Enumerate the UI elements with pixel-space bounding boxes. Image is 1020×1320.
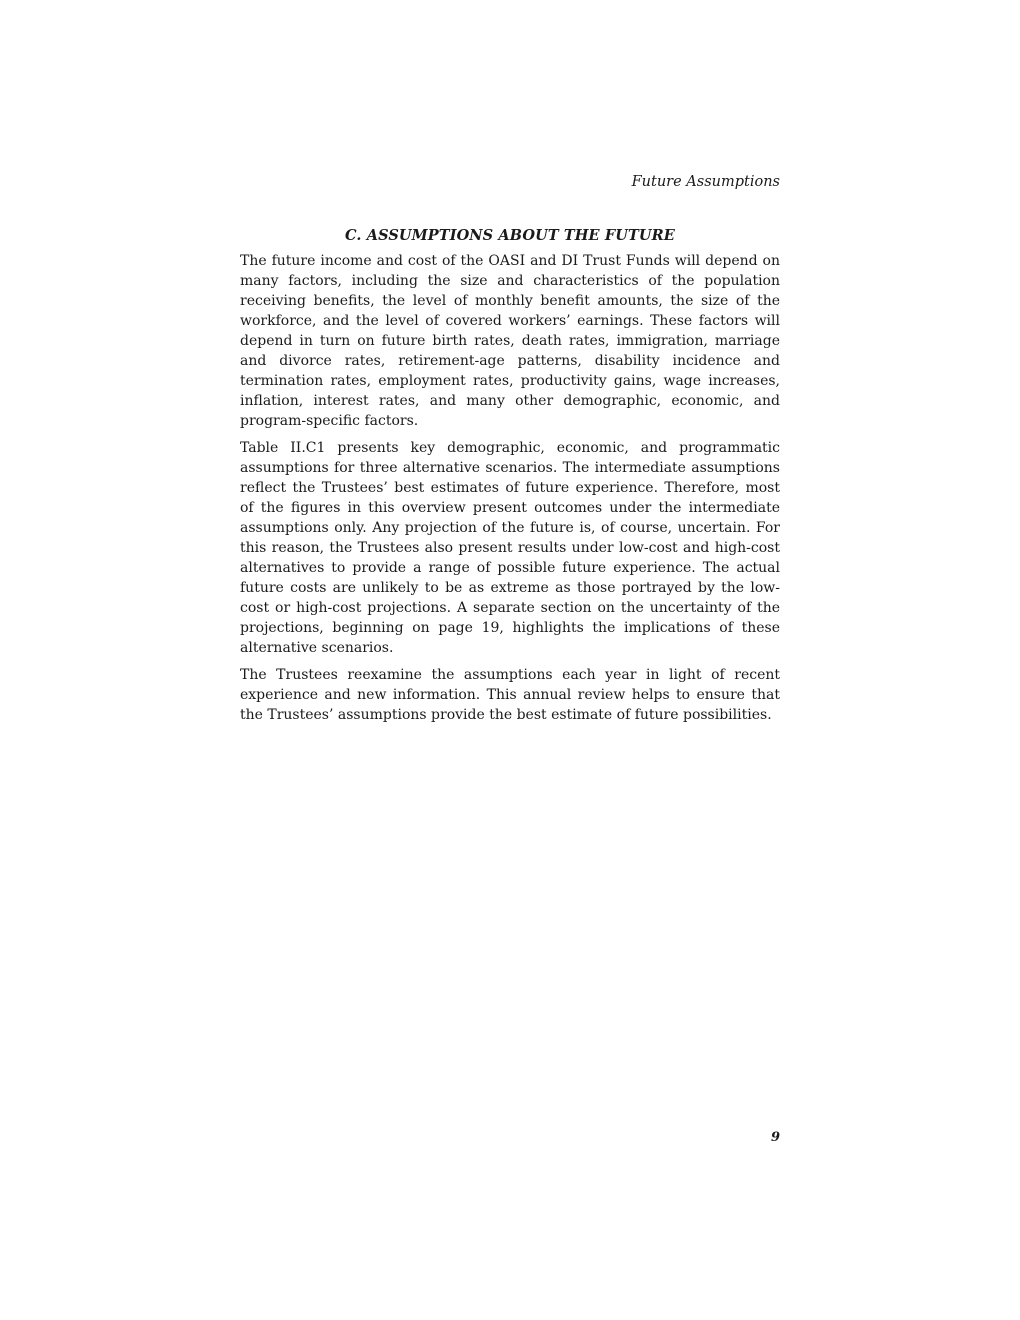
section-title: C. ASSUMPTIONS ABOUT THE FUTURE: [345, 227, 675, 244]
running-head: Future Assumptions: [631, 174, 780, 190]
paragraph-2: Table II.C1 presents key demographic, economic, and programmatic assumptions for three alternative scenarios. The intermediate assumptions reflect the Trustees’ best estimates of future experience. Therefore, most of the figures in this overview present outcomes under the intermediate assumptions only. Any projection of the future is, of course, uncertain. For this reason, the Trustees also present results under low-cost and high-cost alternatives to provide a range of possible future experience. The actual future costs are unlikely to be as extreme as those portrayed by the low-cost or high-cost projections. A separate section on the uncertainty of the projections, beginning on page 19, highlights the implications of these alternative scenarios.: [240, 440, 780, 656]
paragraph-3: The Trustees reexamine the assumptions each year in light of recent experience and new information. This annual review helps to ensure that the Trustees’ assumptions provide the best estimate of future possibilities.: [240, 667, 780, 723]
body-text: [240, 251, 780, 732]
paragraph-1: The future income and cost of the OASI and DI Trust Funds will depend on many factors, including the size and characteristics of the population receiving benefits, the level of monthly benefit amounts, the size of the workforce, and the level of covered workers’ earnings. These factors will depend in turn on future birth rates, death rates, immigration, marriage and divorce rates, retirement-age patterns, disability incidence and termination rates, employment rates, productivity gains, wage increases, inflation, interest rates, and many other demographic, economic, and program-specific factors.: [240, 253, 780, 429]
page-number: 9: [770, 1130, 780, 1145]
